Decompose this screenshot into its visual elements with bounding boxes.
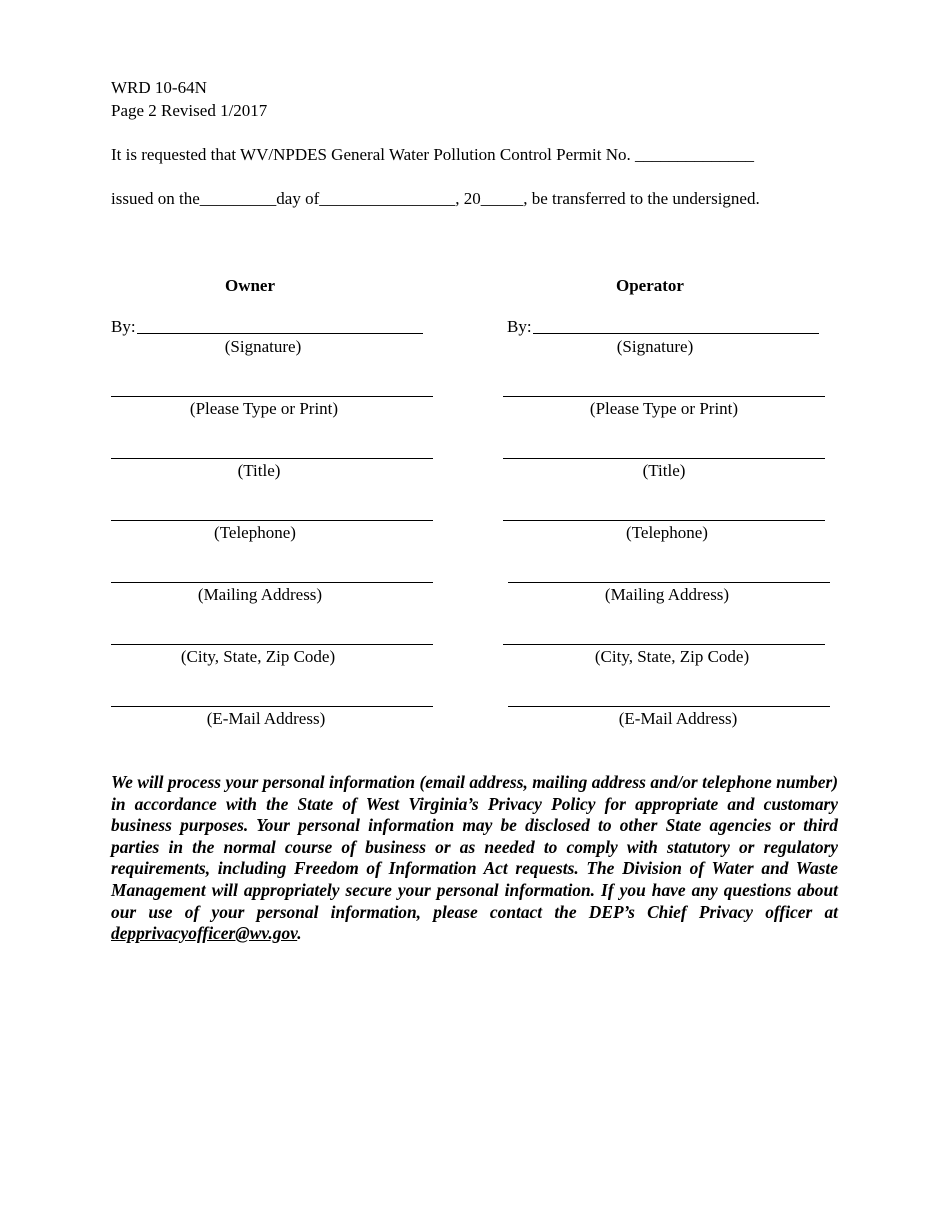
owner-name-line[interactable] [111,396,433,397]
privacy-text: We will process your personal information (email address, mailing address and/or telephone number) in accordance with the State of West Virginia’s Privacy Policy for appropriate and customary business purposes. Your personal information may be disclosed to other State agencies or third parties in the normal course of business or as needed to comply with statutory or regulatory requirements, including Freedom of Information Act requests. The Division of Water and Waste Management will appropriately secure your personal information. If you have any questions about our use of your personal information, please contact the DEP’s Chief Privacy officer at [111,772,838,922]
owner-name-caption: (Please Type or Print) [189,399,339,418]
form-number: WRD 10-64N [111,78,207,97]
owner-city-line[interactable] [111,644,433,645]
owner-telephone-line[interactable] [111,520,433,521]
issue-date-line: issued on the_________day of________________, 20_____, be transferred to the undersigned. [111,189,760,208]
owner-mailing-caption: (Mailing Address) [197,585,323,604]
operator-signature-line[interactable] [533,333,819,334]
operator-mailing-line[interactable] [508,582,830,583]
operator-email-line[interactable] [508,706,830,707]
operator-telephone-caption: (Telephone) [626,523,708,542]
owner-title-caption: (Title) [237,461,281,480]
permit-request-line: It is requested that WV/NPDES General Water Pollution Control Permit No. ______________ [111,145,754,164]
owner-signature-line[interactable] [137,333,423,334]
operator-name-line[interactable] [503,396,825,397]
owner-mailing-line[interactable] [111,582,433,583]
owner-title-line[interactable] [111,458,433,459]
owner-email-line[interactable] [111,706,433,707]
operator-heading: Operator [616,276,684,295]
owner-by-label: By: [111,317,136,336]
privacy-officer-email-link[interactable]: depprivacyofficer@wv.gov [111,923,298,944]
owner-signature-caption: (Signature) [224,337,302,356]
operator-name-caption: (Please Type or Print) [589,399,739,418]
operator-telephone-line[interactable] [503,520,825,521]
operator-signature-caption: (Signature) [616,337,694,356]
owner-email-caption: (E-Mail Address) [206,709,326,728]
owner-heading: Owner [224,276,276,295]
privacy-statement [111,772,838,945]
operator-title-line[interactable] [503,458,825,459]
page-revision: Page 2 Revised 1/2017 [111,101,268,120]
operator-by-label: By: [507,317,532,336]
privacy-end: . [297,923,302,944]
operator-city-caption: (City, State, Zip Code) [594,647,750,666]
operator-email-caption: (E-Mail Address) [618,709,738,728]
owner-telephone-caption: (Telephone) [214,523,296,542]
operator-city-line[interactable] [503,644,825,645]
operator-mailing-caption: (Mailing Address) [604,585,730,604]
operator-title-caption: (Title) [642,461,686,480]
owner-city-caption: (City, State, Zip Code) [180,647,336,666]
